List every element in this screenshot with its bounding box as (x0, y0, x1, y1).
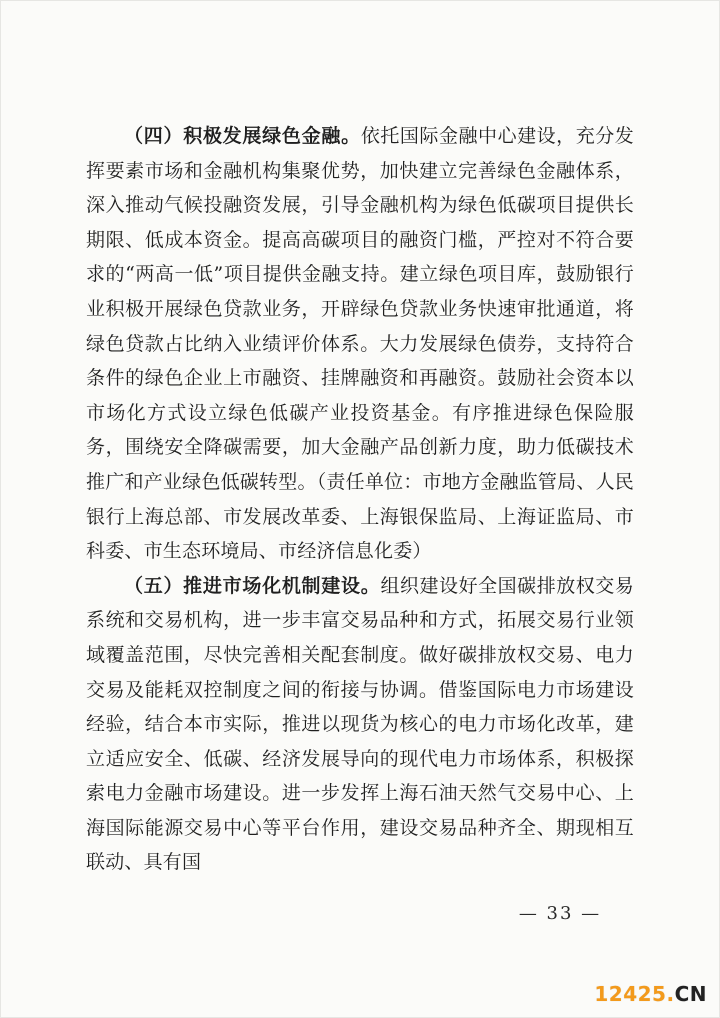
watermark-logo (594, 982, 707, 1006)
watermark-main: 12425. (594, 982, 675, 1006)
document-body (86, 119, 634, 880)
paragraph-green-finance (86, 119, 634, 569)
paragraph-heading: （四）积极发展绿色金融。 (124, 125, 361, 147)
paragraph-heading: （五）推进市场化机制建设。 (124, 574, 381, 597)
paragraph-market-mechanism (86, 569, 634, 880)
paragraph-text: 依托国际金融中心建设，充分发挥要素市场和金融机构集聚优势，加快建立完善绿色金融体系，深入推动气候投融资发展，引导金融机构为绿色低碳项目提供长期限、低成本资金。提高高碳项目的融资门槛，严控对不符合要求的“两高一低”项目提供金融支持。建立绿色项目库，鼓励银行业积极开展绿色贷款业务，开辟绿色贷款业务快速审批通道，将绿色贷款占比纳入业绩评价体系。大力发展绿色债券，支持符合条件的绿色企业上市融资、挂牌融资和再融资。鼓励社会资本以市场化方式设立绿色低碳产业投资基金。有序推进绿色保险服务，围绕安全降碳需要，加大金融产品创新力度，助力低碳技术推广和产业绿色低碳转型。（责任单位：市地方金融监管局、人民银行上海总部、市发展改革委、上海银保监局、上海证监局、市科委、市生态环境局、市经济信息化委） (86, 125, 634, 563)
page-number: — 33 — (518, 903, 602, 924)
paragraph-text: 组织建设好全国碳排放权交易系统和交易机构，进一步丰富交易品种和方式，拓展交易行业领域覆盖范围，尽快完善相关配套制度。做好碳排放权交易、电力交易及能耗双控制度之间的衔接与协调。借鉴国际电力市场建设经验，结合本市实际，推进以现货为核心的电力市场化改革，建立适应安全、低碳、经济发展导向的现代电力市场体系，积极探索电力金融市场建设。进一步发挥上海石油天然气交易中心、上海国际能源交易中心等平台作用，建设交易品种齐全、期现相互联动、具有国 (86, 574, 634, 874)
watermark-suffix: CN (674, 982, 707, 1006)
